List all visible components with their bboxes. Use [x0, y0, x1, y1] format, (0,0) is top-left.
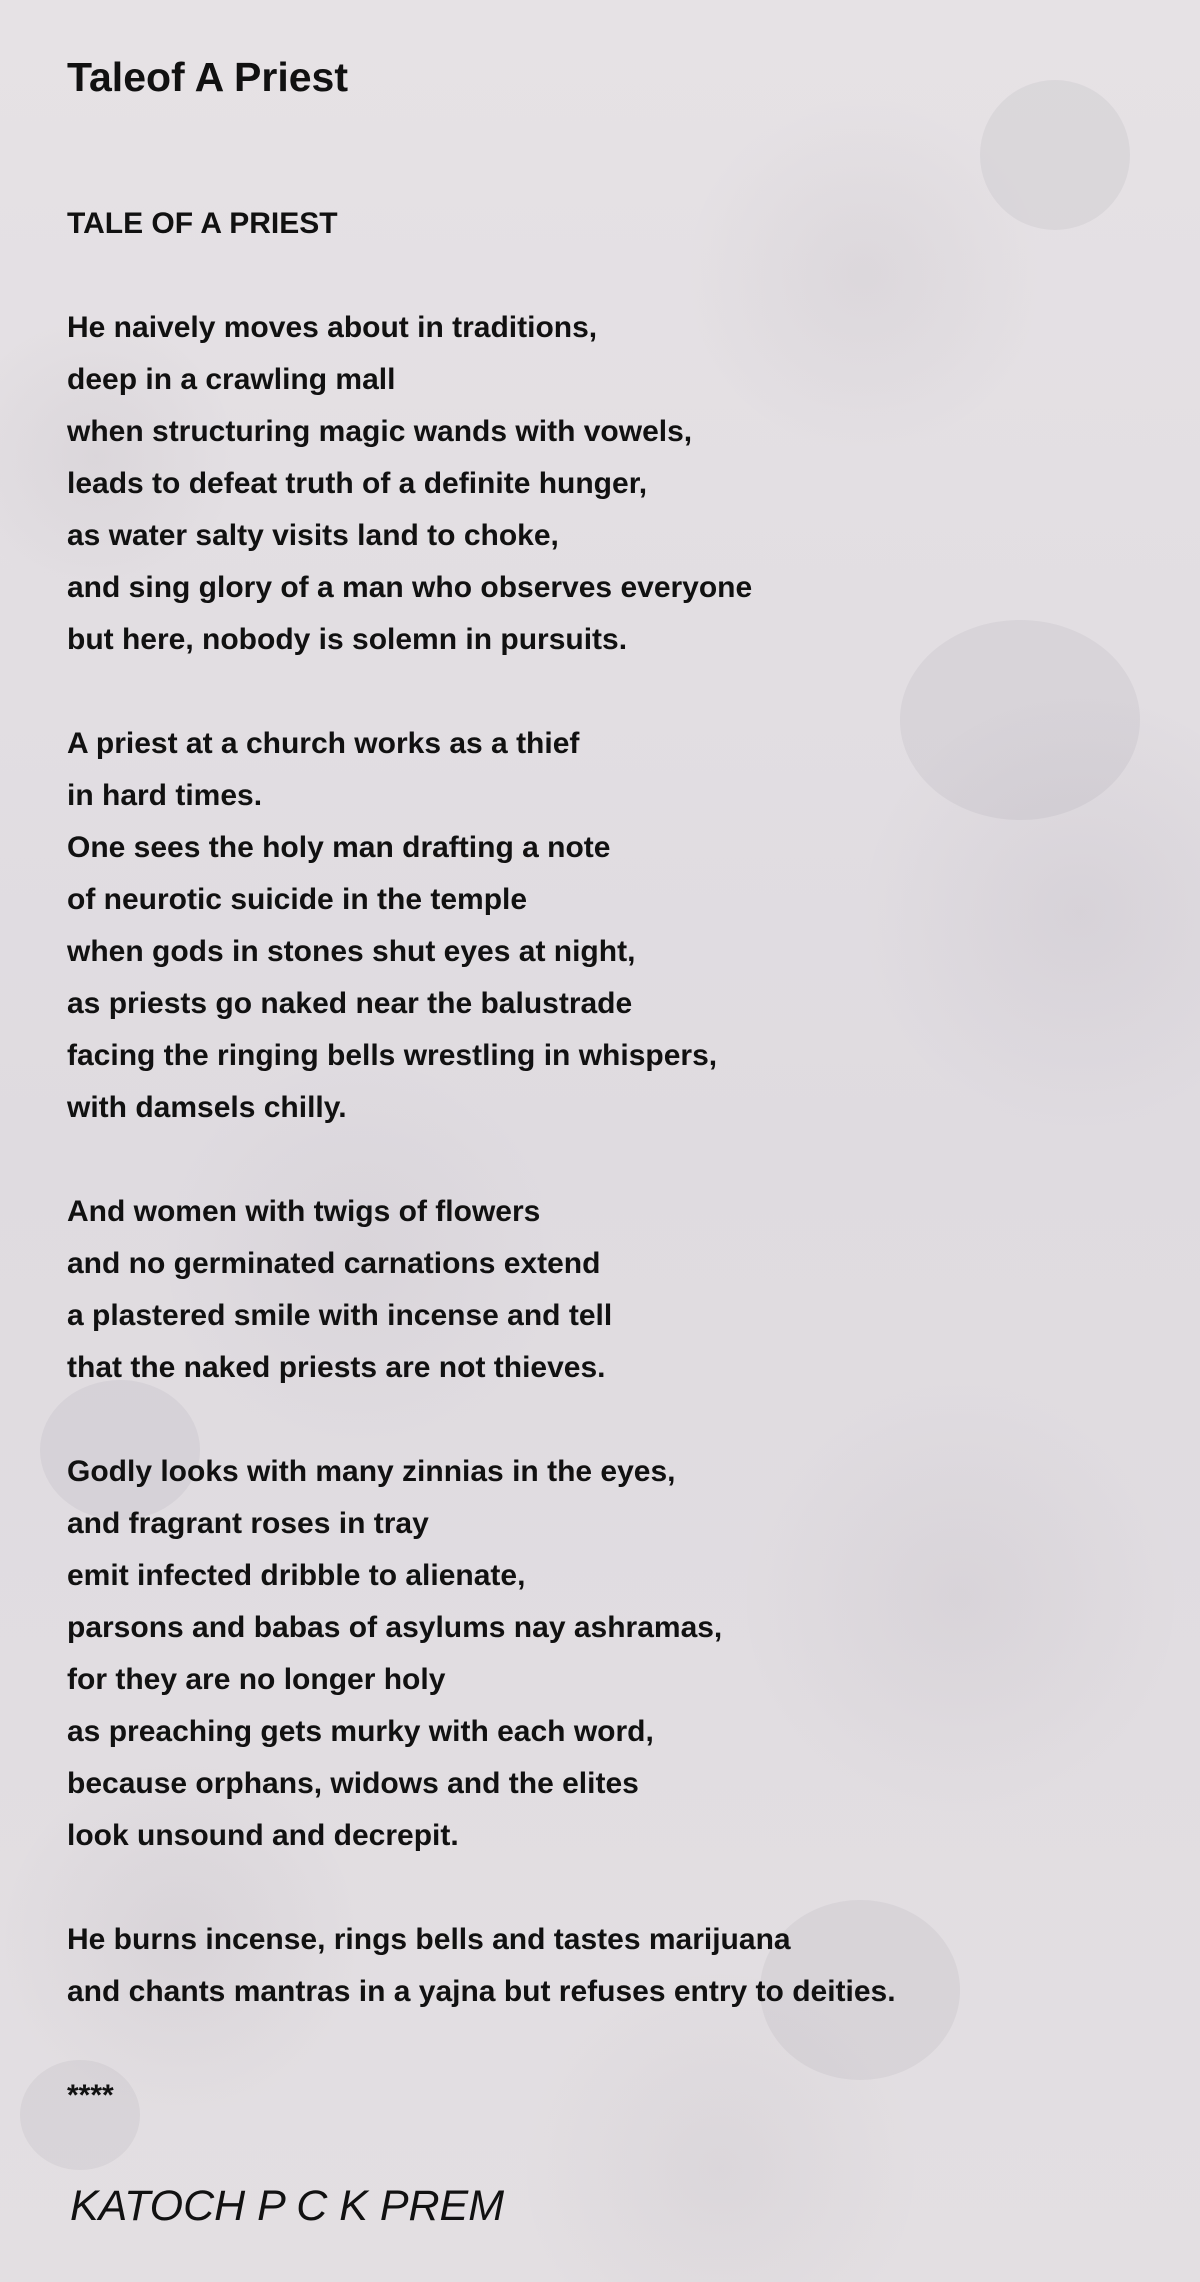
poem-line: as preaching gets murky with each word, [67, 1715, 654, 1748]
poem-line: that the naked priests are not thieves. [67, 1351, 606, 1384]
poem-line: and fragrant roses in tray [67, 1507, 429, 1540]
stanza-break [67, 1134, 1147, 1186]
poem-line: and sing glory of a man who observes everyone [67, 571, 753, 604]
stanza-break [67, 1862, 1147, 1914]
stanza-break [67, 1394, 1147, 1446]
poem-line: and chants mantras in a yajna but refuses entry to deities. [67, 1975, 896, 2008]
poem-author: KATOCH P C K PREM [70, 2182, 505, 2230]
poem-line: He naively moves about in traditions, [67, 311, 598, 344]
poem-line: TALE OF A PRIEST [67, 207, 338, 240]
poem-line: And women with twigs of flowers [67, 1195, 541, 1228]
poem-line: with damsels chilly. [67, 1091, 347, 1124]
poem-line: One sees the holy man drafting a note [67, 831, 611, 864]
poem-line: but here, nobody is solemn in pursuits. [67, 623, 628, 656]
stanza-break [67, 2018, 1147, 2070]
poem-line: as priests go naked near the balustrade [67, 987, 633, 1020]
poem-line: facing the ringing bells wrestling in whispers, [67, 1039, 718, 1072]
poem-title: Taleof A Priest [67, 54, 348, 100]
stanza-break [67, 666, 1147, 718]
poem-line: in hard times. [67, 779, 263, 812]
poem-line: deep in a crawling mall [67, 363, 396, 396]
poem-line: parsons and babas of asylums nay ashramas, [67, 1611, 723, 1644]
poem-line: **** [67, 2079, 114, 2112]
poem-container [67, 48, 1147, 2122]
poem-line: when gods in stones shut eyes at night, [67, 935, 636, 968]
poem-body [67, 198, 1147, 2122]
poem-line: He burns incense, rings bells and tastes marijuana [67, 1923, 791, 1956]
poem-line: leads to defeat truth of a definite hunger, [67, 467, 648, 500]
poem-line: as water salty visits land to choke, [67, 519, 559, 552]
stanza-break [67, 250, 1147, 302]
poem-line: emit infected dribble to alienate, [67, 1559, 526, 1592]
poem-line: Godly looks with many zinnias in the eyes, [67, 1455, 676, 1488]
poem-line: A priest at a church works as a thief [67, 727, 580, 760]
poem-line: look unsound and decrepit. [67, 1819, 459, 1852]
poem-line: a plastered smile with incense and tell [67, 1299, 613, 1332]
poem-line: when structuring magic wands with vowels, [67, 415, 693, 448]
poem-line: of neurotic suicide in the temple [67, 883, 528, 916]
poem-line: for they are no longer holy [67, 1663, 446, 1696]
poem-line: and no germinated carnations extend [67, 1247, 601, 1280]
poem-line: because orphans, widows and the elites [67, 1767, 639, 1800]
